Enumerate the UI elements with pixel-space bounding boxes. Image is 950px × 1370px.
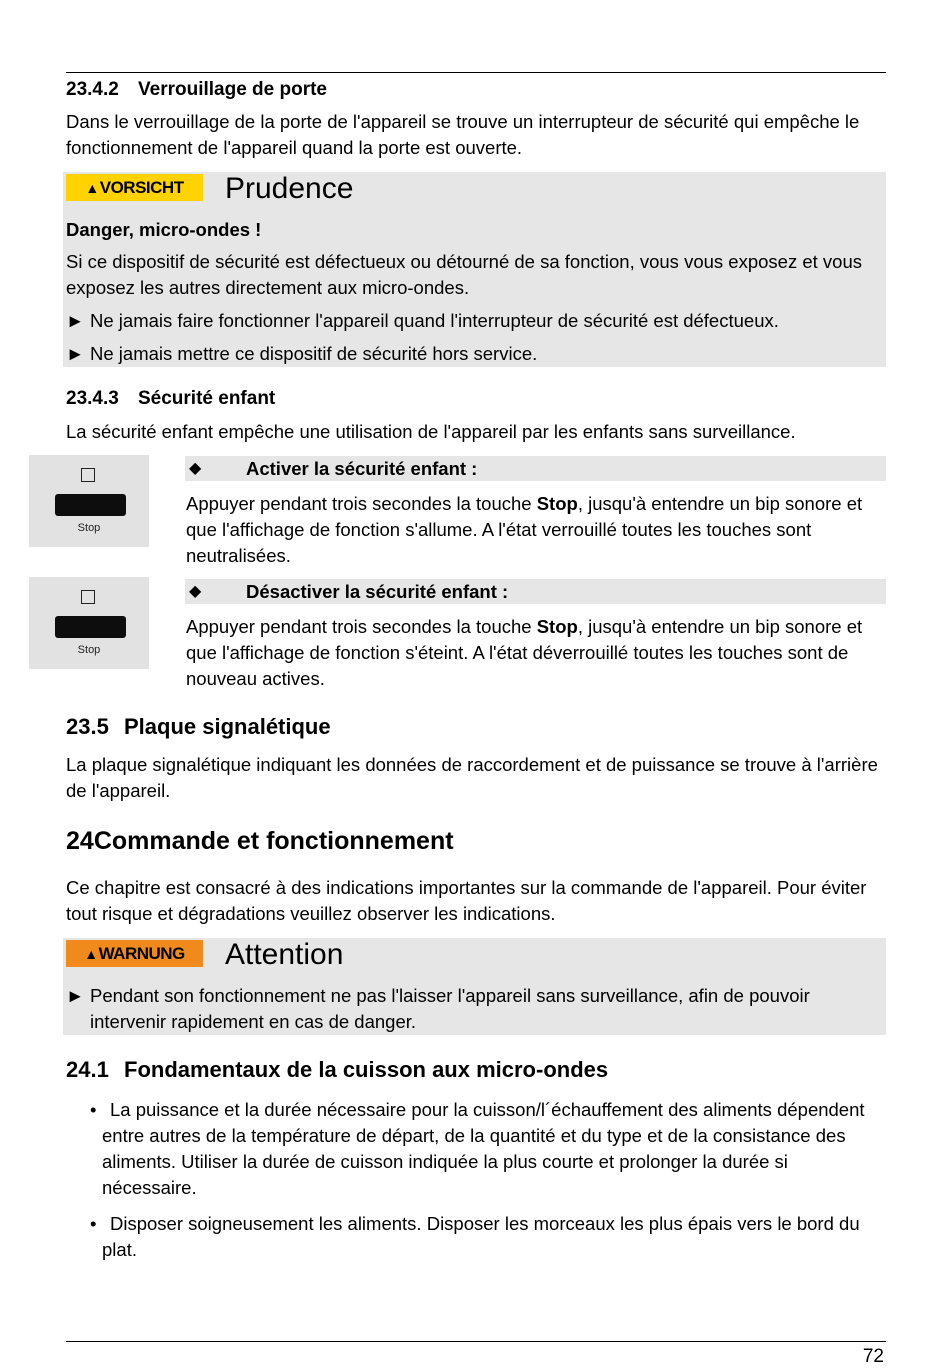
bullet-dot-icon: • [90, 1099, 97, 1120]
list-item: • Disposer soigneusement les aliments. Disposer les morceaux les plus épais vers le bord du plat. [90, 1213, 860, 1260]
arrow-right-icon: ► [66, 343, 85, 364]
warning-triangle-icon: ▲ [84, 946, 98, 962]
caution-subtitle: Danger, micro-ondes ! [66, 219, 262, 240]
step-title: Désactiver la sécurité enfant : [246, 581, 509, 602]
diamond-bullet-icon: ◆ [189, 460, 202, 477]
section-title: Plaque signalétique [124, 714, 331, 739]
diamond-bullet-icon: ◆ [189, 583, 202, 600]
caution-item: ► Ne jamais mettre ce dispositif de sécurité hors service. [66, 341, 881, 367]
section-number: 23.4.2 [66, 79, 119, 100]
section-title: Sécurité enfant [138, 388, 276, 409]
key-word: Stop [536, 616, 578, 637]
arrow-right-icon: ► [66, 985, 85, 1006]
page-number: 72 [862, 1346, 884, 1367]
lock-symbol-icon [81, 468, 95, 482]
step-deactivate-header [185, 579, 886, 604]
stop-key-label: Stop [77, 644, 101, 656]
section-heading-23-4-3 [66, 387, 275, 411]
stop-key-panel [29, 455, 149, 547]
section-heading-23-4-2 [66, 78, 327, 102]
caution-text: Si ce dispositif de sécurité est défectueux ou détourné de sa fonction, vous vous exposez et vous exposez les autres directement aux micro-ondes. [66, 251, 862, 298]
door-lock-paragraph: Dans le verrouillage de la porte de l'appareil se trouve un interrupteur de sécurité qui empêche le fonctionnement de l'appareil quand la porte est ouverte. [66, 111, 860, 158]
caution-badge: ▲VORSICHT [66, 174, 203, 201]
stop-key-label: Stop [77, 522, 101, 534]
caution-item: ► Ne jamais faire fonctionner l'appareil quand l'interrupteur de sécurité est défectueux. [66, 308, 881, 334]
lock-symbol-icon [81, 590, 95, 604]
stop-key-button [55, 616, 126, 638]
step-title: Activer la sécurité enfant : [246, 458, 478, 479]
key-word: Stop [536, 493, 578, 514]
warning-badge: ▲WARNUNG [66, 940, 203, 967]
child-lock-paragraph: La sécurité enfant empêche une utilisation de l'appareil par les enfants sans surveillance. [66, 421, 796, 442]
chapter-heading-24 [66, 825, 454, 857]
section-number: 23.5 [66, 714, 109, 739]
stop-key-panel [29, 577, 149, 669]
step-deactivate-text: Appuyer pendant trois secondes la touche Stop, jusqu'à entendre un bip sonore et que l'affichage de fonction s'éteint. A l'état déverrouillé toutes les touches sont de nouveau actives. [186, 616, 863, 689]
section-title: Verrouillage de porte [138, 79, 327, 100]
warning-item: ► Pendant son fonctionnement ne pas l'laisser l'appareil sans surveillance, afin de pouvoir intervenir rapidement en cas de danger. [66, 985, 810, 1032]
chapter-title: Commande et fonctionnement [93, 827, 454, 855]
bullet-dot-icon: • [90, 1213, 97, 1234]
section-title: Fondamentaux de la cuisson aux micro-ondes [124, 1057, 609, 1082]
step-activate-header [185, 456, 886, 481]
stop-key-button [55, 494, 126, 516]
caution-title: Prudence [225, 172, 354, 205]
section-heading-23-5 [66, 713, 331, 741]
list-item: • La puissance et la durée nécessaire pour la cuisson/l´échauffement des aliments dépendent entre autres de la température de départ, de la quantité et du type et de la consistance des aliments. Utiliser la durée de cuisson indiquée la plus courte et prolonger la durée si nécessaire. [90, 1099, 865, 1198]
caution-box [63, 172, 886, 367]
section-number: 23.4.3 [66, 388, 119, 409]
rating-plate-paragraph: La plaque signalétique indiquant les données de raccordement et de puissance se trouve à l'arrière de l'appareil. [66, 754, 878, 801]
chapter-number: 24 [66, 827, 94, 855]
step-activate-text: Appuyer pendant trois secondes la touche Stop, jusqu'à entendre un bip sonore et que l'affichage de fonction s'allume. A l'état verrouillé toutes les touches sont neutralisées. [186, 493, 863, 566]
warning-box [63, 938, 886, 1035]
warning-triangle-icon: ▲ [85, 180, 99, 196]
section-heading-24-1 [66, 1056, 608, 1084]
arrow-right-icon: ► [66, 310, 85, 331]
section-number: 24.1 [66, 1057, 109, 1082]
header-rule [66, 72, 886, 73]
footer-rule [66, 1341, 886, 1342]
warning-title: Attention [225, 938, 344, 971]
operation-paragraph: Ce chapitre est consacré à des indications importantes sur la commande de l'appareil. Pour éviter tout risque et dégradations veuillez observer les indications. [66, 877, 867, 924]
